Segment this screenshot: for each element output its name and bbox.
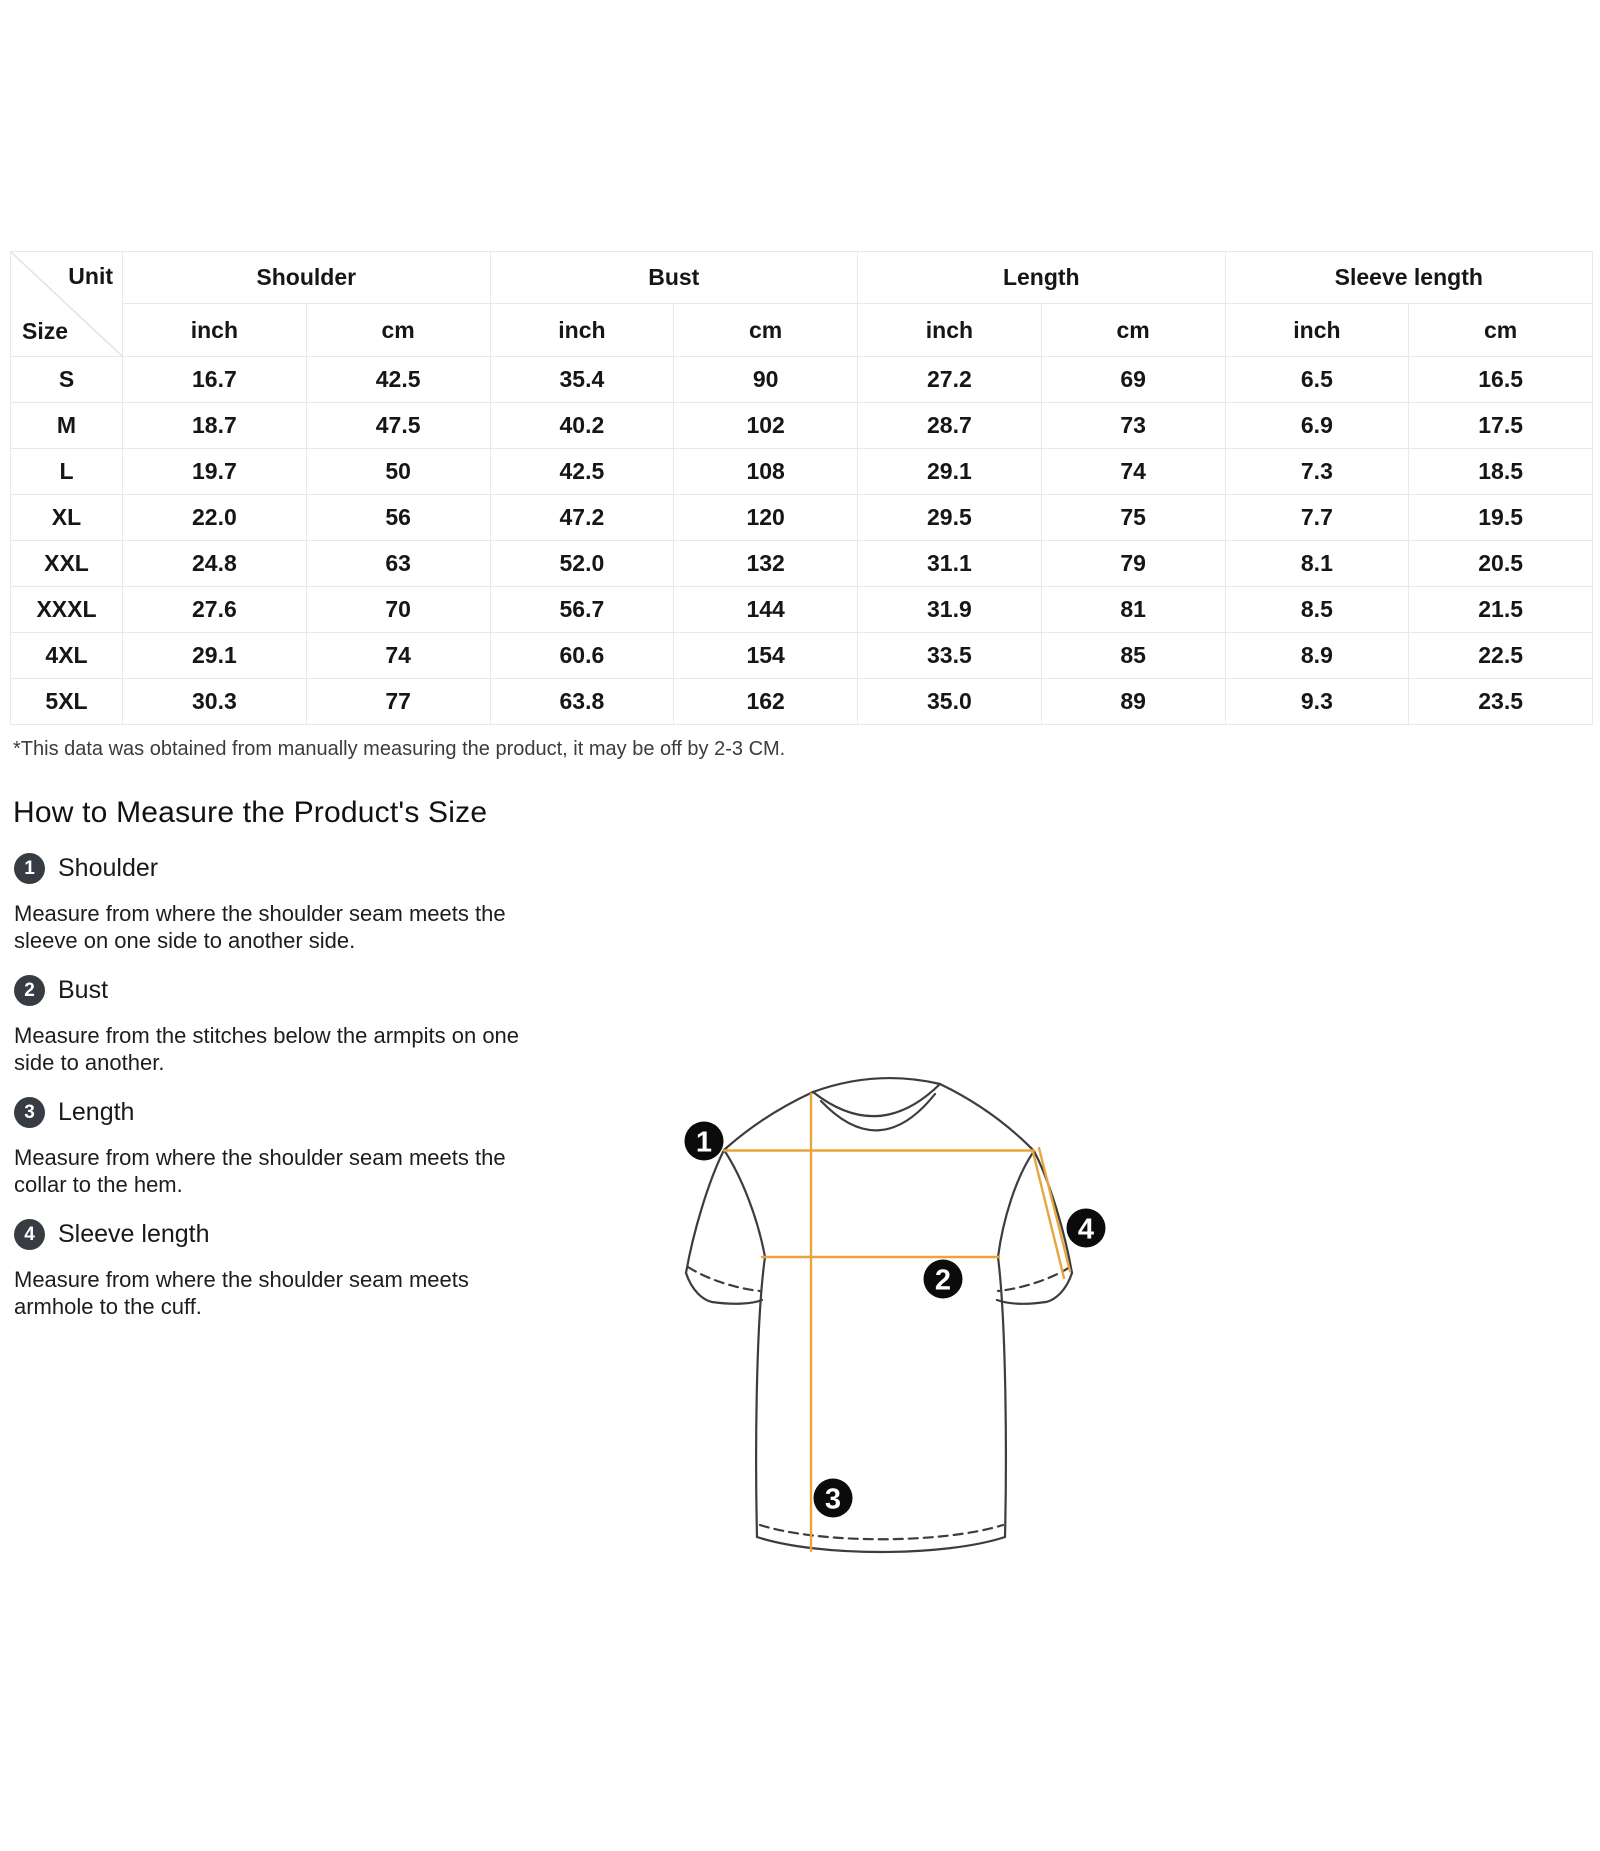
guide-item-description (14, 1022, 573, 1076)
value-cell: 29.5 (858, 495, 1042, 541)
value-cell: 35.0 (858, 679, 1042, 725)
diagram-badge-3-number: 3 (824, 1483, 842, 1516)
value-cell: 90 (674, 357, 858, 403)
value-cell: 8.5 (1225, 587, 1409, 633)
value-cell: 120 (674, 495, 858, 541)
hem-stitch-line (760, 1525, 1003, 1539)
how-to-measure-section (13, 796, 573, 1320)
value-cell: 7.3 (1225, 449, 1409, 495)
collar-band-line (821, 1094, 935, 1130)
desc-line: Measure from where the shoulder seam meets the (14, 901, 506, 926)
desc-line: Measure from where the shoulder seam meets the (14, 1145, 506, 1170)
desc-line: armhole to the cuff. (14, 1294, 202, 1319)
value-cell: 7.7 (1225, 495, 1409, 541)
step-3-badge: 3 (14, 1097, 45, 1128)
desc-line: Measure from the stitches below the armpits on one (14, 1023, 520, 1048)
value-cell: 28.7 (858, 403, 1042, 449)
guide-item-title: Bust (58, 975, 109, 1004)
value-cell: 8.9 (1225, 633, 1409, 679)
size-cell: XL (11, 495, 123, 541)
value-cell: 89 (1041, 679, 1225, 725)
value-cell: 23.5 (1409, 679, 1593, 725)
value-cell: 108 (674, 449, 858, 495)
guide-item-description (14, 1266, 573, 1320)
value-cell: 60.6 (490, 633, 674, 679)
table-row (11, 633, 1593, 679)
left-body-line (756, 1257, 765, 1537)
desc-line: side to another. (14, 1050, 165, 1075)
corner-size-label: Size (22, 318, 69, 344)
right-cuff-stitch-line (998, 1267, 1070, 1291)
column-group-bust: Bust (490, 252, 858, 304)
size-cell: S (11, 357, 123, 403)
desc-line: sleeve on one side to another side. (14, 928, 356, 953)
diagram-badge-1-number: 1 (695, 1126, 713, 1159)
unit-header: inch (490, 304, 674, 357)
unit-header: cm (674, 304, 858, 357)
desc-line: collar to the hem. (14, 1172, 183, 1197)
table-row (11, 679, 1593, 725)
size-cell: XXL (11, 541, 123, 587)
section-heading: How to Measure the Product's Size (13, 796, 488, 829)
value-cell: 22.0 (123, 495, 307, 541)
value-cell: 6.9 (1225, 403, 1409, 449)
guide-item-bust (14, 974, 573, 1006)
value-cell: 20.5 (1409, 541, 1593, 587)
measurement-lines (724, 1094, 1070, 1551)
value-cell: 63.8 (490, 679, 674, 725)
value-cell: 31.9 (858, 587, 1042, 633)
size-cell: L (11, 449, 123, 495)
value-cell: 63 (306, 541, 490, 587)
collar-back-line (813, 1078, 940, 1092)
right-body-line (998, 1257, 1006, 1537)
value-cell: 162 (674, 679, 858, 725)
guide-item-length (14, 1096, 573, 1128)
measurement-disclaimer: *This data was obtained from manually measuring the product, it may be off by 2-3 CM. (13, 738, 786, 760)
column-group-sleeve-length: Sleeve length (1225, 252, 1593, 304)
left-cuff-line (686, 1273, 762, 1304)
unit-header: cm (1409, 304, 1593, 357)
value-cell: 24.8 (123, 541, 307, 587)
left-shoulder-line (724, 1092, 813, 1150)
value-cell: 16.7 (123, 357, 307, 403)
unit-size-corner-cell (11, 252, 123, 357)
value-cell: 18.5 (1409, 449, 1593, 495)
table-row (11, 403, 1593, 449)
value-cell: 17.5 (1409, 403, 1593, 449)
value-cell: 85 (1041, 633, 1225, 679)
left-cuff-stitch-line (688, 1267, 760, 1291)
guide-item-description (14, 1144, 573, 1198)
left-armhole-seam (724, 1150, 765, 1257)
guide-item-description (14, 900, 573, 954)
value-cell: 35.4 (490, 357, 674, 403)
unit-header: inch (1225, 304, 1409, 357)
value-cell: 21.5 (1409, 587, 1593, 633)
value-cell: 27.2 (858, 357, 1042, 403)
column-group-shoulder: Shoulder (123, 252, 491, 304)
value-cell: 52.0 (490, 541, 674, 587)
unit-header: inch (123, 304, 307, 357)
diagram-badge-2-number: 2 (934, 1264, 952, 1297)
value-cell: 40.2 (490, 403, 674, 449)
stitch-lines (688, 1264, 1070, 1539)
value-cell: 81 (1041, 587, 1225, 633)
value-cell: 154 (674, 633, 858, 679)
size-cell: XXXL (11, 587, 123, 633)
size-cell: 5XL (11, 679, 123, 725)
value-cell: 102 (674, 403, 858, 449)
value-cell: 77 (306, 679, 490, 725)
size-chart-table (10, 251, 1593, 725)
diagram-badge-4-number: 4 (1077, 1213, 1095, 1246)
value-cell: 79 (1041, 541, 1225, 587)
value-cell: 73 (1041, 403, 1225, 449)
sleeve-measure-line-b (1039, 1148, 1070, 1271)
step-4-badge: 4 (14, 1219, 45, 1250)
value-cell: 6.5 (1225, 357, 1409, 403)
value-cell: 74 (306, 633, 490, 679)
value-cell: 29.1 (123, 633, 307, 679)
step-2-badge: 2 (14, 975, 45, 1006)
column-group-length: Length (858, 252, 1226, 304)
step-1-badge: 1 (14, 853, 45, 884)
value-cell: 30.3 (123, 679, 307, 725)
size-cell: M (11, 403, 123, 449)
value-cell: 22.5 (1409, 633, 1593, 679)
table-row (11, 357, 1593, 403)
size-cell: 4XL (11, 633, 123, 679)
value-cell: 47.5 (306, 403, 490, 449)
value-cell: 9.3 (1225, 679, 1409, 725)
guide-item-title: Shoulder (58, 853, 159, 882)
tshirt-outline (686, 1078, 1072, 1552)
value-cell: 50 (306, 449, 490, 495)
guide-item-sleeve-length (14, 1218, 573, 1250)
right-shoulder-line (940, 1084, 1034, 1151)
desc-line: Measure from where the shoulder seam meets (14, 1267, 469, 1292)
value-cell: 16.5 (1409, 357, 1593, 403)
measurement-badges (685, 1122, 1106, 1518)
unit-header: cm (1041, 304, 1225, 357)
value-cell: 29.1 (858, 449, 1042, 495)
value-cell: 8.1 (1225, 541, 1409, 587)
value-cell: 75 (1041, 495, 1225, 541)
value-cell: 70 (306, 587, 490, 633)
unit-header: cm (306, 304, 490, 357)
value-cell: 42.5 (490, 449, 674, 495)
guide-item-title: Length (58, 1097, 135, 1126)
value-cell: 47.2 (490, 495, 674, 541)
value-cell: 19.5 (1409, 495, 1593, 541)
value-cell: 74 (1041, 449, 1225, 495)
value-cell: 33.5 (858, 633, 1042, 679)
value-cell: 69 (1041, 357, 1225, 403)
table-row (11, 495, 1593, 541)
value-cell: 18.7 (123, 403, 307, 449)
value-cell: 31.1 (858, 541, 1042, 587)
guide-item-shoulder (14, 852, 573, 884)
right-cuff-line (997, 1273, 1072, 1304)
value-cell: 19.7 (123, 449, 307, 495)
value-cell: 132 (674, 541, 858, 587)
corner-unit-label: Unit (68, 263, 113, 289)
tshirt-diagram-svg (600, 1031, 1160, 1591)
table-row (11, 449, 1593, 495)
value-cell: 56 (306, 495, 490, 541)
guide-item-title: Sleeve length (58, 1219, 210, 1248)
value-cell: 144 (674, 587, 858, 633)
value-cell: 42.5 (306, 357, 490, 403)
table-row (11, 587, 1593, 633)
tshirt-measurement-diagram (600, 1031, 1160, 1591)
left-sleeve-outer-line (686, 1150, 724, 1273)
unit-header: inch (858, 304, 1042, 357)
right-armhole-seam (998, 1151, 1034, 1257)
table-row (11, 541, 1593, 587)
value-cell: 27.6 (123, 587, 307, 633)
value-cell: 56.7 (490, 587, 674, 633)
